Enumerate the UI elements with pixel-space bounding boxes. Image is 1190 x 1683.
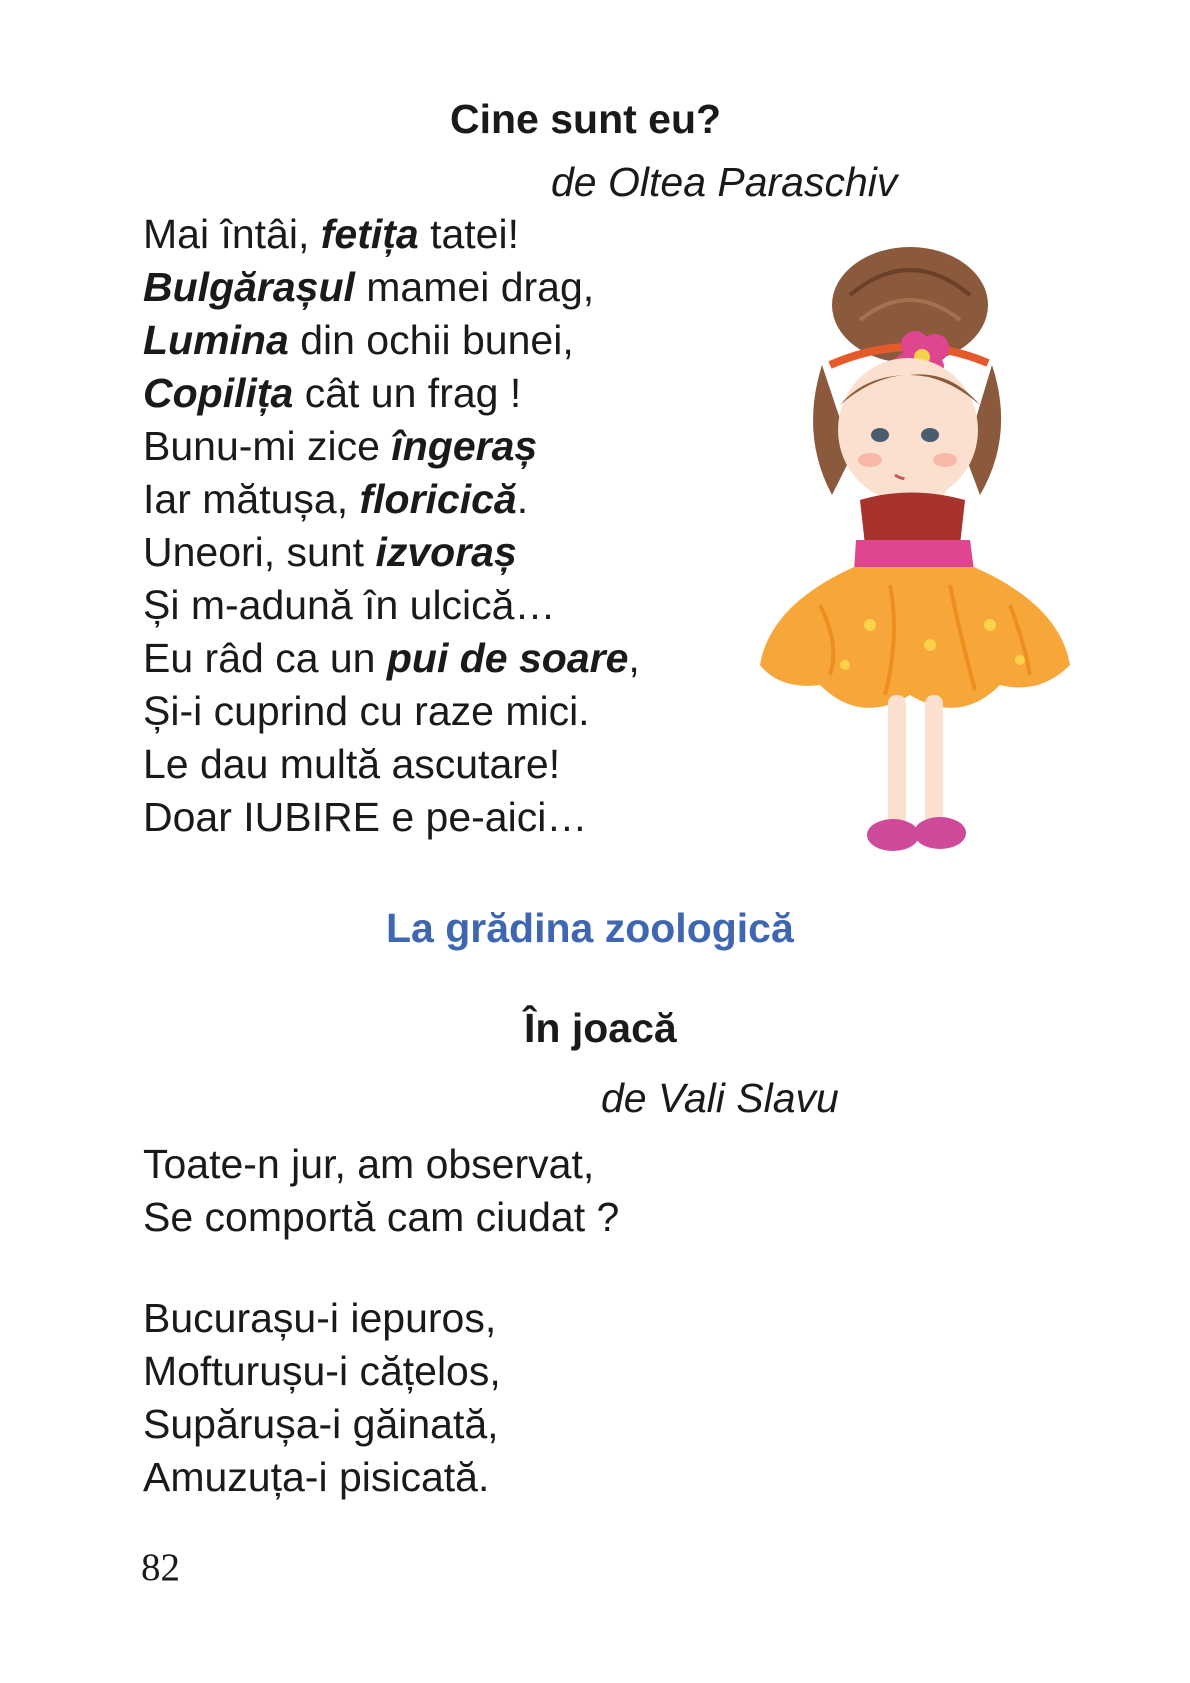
emphasized-word: Copilița — [143, 370, 294, 416]
line-text: mamei drag, — [354, 264, 595, 310]
section-heading: La grădina zoologică — [386, 905, 794, 951]
line-text: Mai întâi, — [143, 211, 321, 257]
emphasized-word: Bulgărașul — [143, 264, 355, 310]
line-text: Uneori, sunt — [143, 529, 376, 575]
emphasized-word: izvoraș — [375, 529, 517, 575]
line-text: Și-i cuprind cu raze mici. — [143, 688, 590, 734]
poem-line — [143, 473, 640, 526]
line-text: Și m-adună în ulcică… — [143, 582, 556, 628]
poem-line — [143, 261, 640, 314]
girl-illustration — [760, 245, 1090, 905]
poem-line — [143, 791, 640, 844]
emphasized-word: floricică — [359, 476, 517, 522]
line-text: Bunu-mi zice — [143, 423, 392, 469]
poem-title: Cine sunt eu? — [450, 96, 722, 142]
poem-title: În joacă — [524, 1005, 677, 1051]
poem-line — [143, 526, 640, 579]
poem-line: Amuzuța-i pisicată. — [143, 1454, 490, 1500]
line-text: , — [628, 635, 640, 681]
poem-body — [143, 208, 640, 844]
poem-line: Toate-n jur, am observat, — [143, 1141, 595, 1187]
poem-line: Supărușa-i găinată, — [143, 1401, 499, 1447]
poem-author: de Vali Slavu — [601, 1075, 839, 1121]
line-text: . — [516, 476, 529, 522]
line-text: tatei! — [418, 211, 519, 257]
stanza — [143, 1292, 501, 1504]
stanza — [143, 1138, 619, 1244]
emphasized-word: pui de soare — [386, 635, 629, 681]
poem-line — [143, 579, 640, 632]
line-text: Eu râd ca un — [143, 635, 387, 681]
line-text: Doar IUBIRE e pe-aici… — [143, 794, 588, 840]
poem-line: Bucurașu-i iepuros, — [143, 1295, 497, 1341]
line-text: Iar mătușa, — [143, 476, 360, 522]
poem-line — [143, 420, 640, 473]
poem-line — [143, 208, 640, 261]
poem-line: Se comportă cam ciudat ? — [143, 1194, 620, 1240]
line-text: cât un frag ! — [293, 370, 522, 416]
emphasized-word: fetița — [320, 211, 419, 257]
poem-line — [143, 632, 640, 685]
line-text: din ochii bunei, — [288, 317, 574, 363]
poem-line — [143, 367, 640, 420]
line-text: Le dau multă ascutare! — [143, 741, 561, 787]
emphasized-word: îngeraș — [391, 423, 538, 469]
poem-line — [143, 738, 640, 791]
poem-line: Mofturușu-i cățelos, — [143, 1348, 501, 1394]
poem-author: de Oltea Paraschiv — [551, 159, 898, 205]
poem-line — [143, 685, 640, 738]
page-number: 82 — [141, 1546, 180, 1589]
emphasized-word: Lumina — [143, 317, 289, 363]
poem-line — [143, 314, 640, 367]
